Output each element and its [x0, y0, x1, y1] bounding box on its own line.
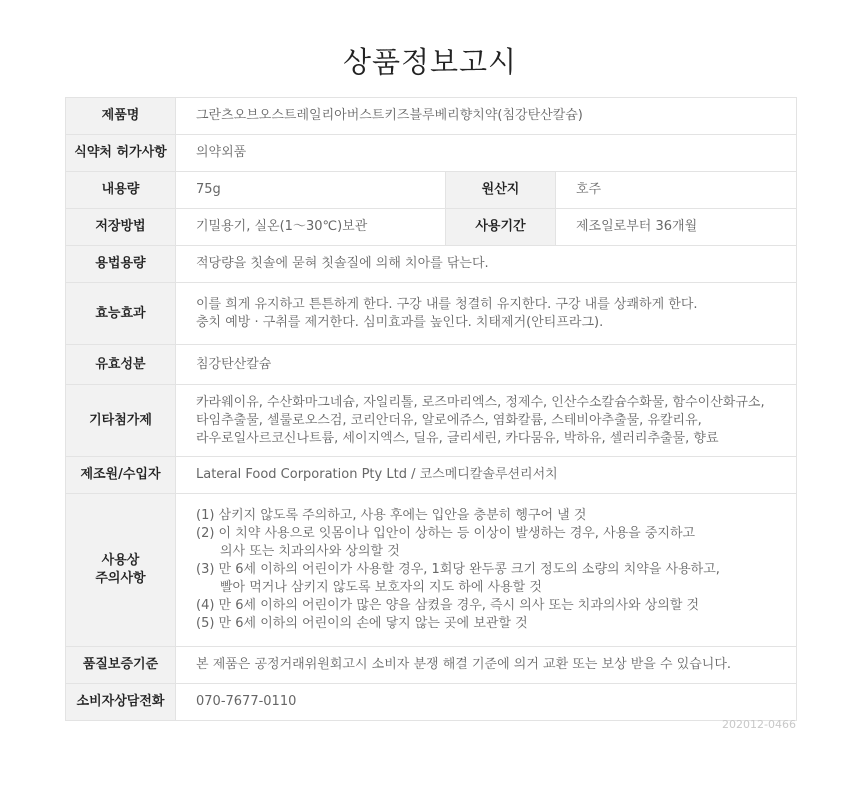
- row-label: 내용량: [66, 172, 176, 209]
- table-row: [66, 209, 797, 246]
- additives-line: 카라웨이유, 수산화마그네슘, 자일리톨, 로즈마리엑스, 정제수, 인산수소칼슘수화물, 함수이산화규소,: [196, 394, 765, 410]
- maker-value: Lateral Food Corporation Pty Ltd / 코스메디칼솔루션리서치: [176, 457, 797, 494]
- table-row: [66, 283, 797, 345]
- caution-line: (2) 이 치약 사용으로 잇몸이나 입안이 상하는 등 이상이 발생하는 경우, 사용을 중지하고: [196, 526, 696, 541]
- product-name-value: 그란츠오브오스트레일리아버스트키즈블루베리향치약(침강탄산칼슘): [176, 98, 797, 135]
- row-label: 품질보증기준: [66, 647, 176, 684]
- table-row: [66, 135, 797, 172]
- table-row: [66, 385, 797, 457]
- row-label: 기타첨가제: [66, 385, 176, 457]
- caution-line: (5) 만 6세 이하의 어린이의 손에 닿지 않는 곳에 보관할 것: [196, 616, 528, 631]
- caution-line: 의사 또는 치과의사와 상의할 것: [220, 544, 400, 559]
- table-row: [66, 647, 797, 684]
- page-title: 상품정보고시: [342, 45, 518, 79]
- additives-line: 타임추출물, 셀룰로오스검, 코리안더유, 알로에쥬스, 염화칼륨, 스테비아추출물, 유칼리유,: [196, 412, 702, 428]
- caution-value: [176, 494, 797, 647]
- table-row: [66, 98, 797, 135]
- efficacy-line: 이를 희게 유지하고 튼튼하게 한다. 구강 내를 청결히 유지한다. 구강 내를 상쾌하게 한다.: [196, 296, 698, 312]
- document-code: 202012-0466: [722, 718, 796, 731]
- row-label: 사용기간: [446, 209, 556, 246]
- row-label: 제품명: [66, 98, 176, 135]
- storage-value: 기밀용기, 실온(1～30℃)보관: [176, 209, 446, 246]
- additives-value: [176, 385, 797, 457]
- caution-line: 빨아 먹거나 삼키지 않도록 보호자의 지도 하에 사용할 것: [220, 580, 542, 595]
- row-label: [66, 494, 176, 647]
- caution-line: (3) 만 6세 이하의 어린이가 사용할 경우, 1회당 완두콩 크기 정도의 소량의 치약을 사용하고,: [196, 562, 720, 577]
- phone-value: 070-7677-0110: [176, 684, 797, 721]
- quality-value: 본 제품은 공정거래위원회고시 소비자 분쟁 해결 기준에 의거 교환 또는 보상 받을 수 있습니다.: [176, 647, 797, 684]
- caution-label-line: 사용상: [101, 553, 140, 568]
- table-row: [66, 345, 797, 385]
- row-label: 효능효과: [66, 283, 176, 345]
- permit-value: 의약외품: [176, 135, 797, 172]
- row-label: 식약처 허가사항: [66, 135, 176, 172]
- table-row: [66, 172, 797, 209]
- caution-line: (1) 삼키지 않도록 주의하고, 사용 후에는 입안을 충분히 헹구어 낼 것: [196, 508, 587, 523]
- row-label: 용법용량: [66, 246, 176, 283]
- caution-label-line: 주의사항: [95, 571, 146, 586]
- table-row: [66, 494, 797, 647]
- usage-value: 적당량을 칫솔에 묻혀 칫솔질에 의해 치아를 닦는다.: [176, 246, 797, 283]
- table-row: [66, 684, 797, 721]
- period-value: 제조일로부터 36개월: [556, 209, 797, 246]
- efficacy-value: [176, 283, 797, 345]
- row-label: 저장방법: [66, 209, 176, 246]
- capacity-value: 75g: [176, 172, 446, 209]
- efficacy-line: 충치 예방 · 구취를 제거한다. 심미효과를 높인다. 치태제거(안티프라그).: [196, 314, 604, 330]
- caution-line: (4) 만 6세 이하의 어린이가 많은 양을 삼켰을 경우, 즉시 의사 또는 치과의사와 상의할 것: [196, 598, 700, 613]
- row-label: 제조원/수입자: [66, 457, 176, 494]
- origin-value: 호주: [556, 172, 797, 209]
- row-label: 소비자상담전화: [66, 684, 176, 721]
- table-row: [66, 246, 797, 283]
- row-label: 원산지: [446, 172, 556, 209]
- additives-line: 라우로일사르코신나트륨, 세이지엑스, 딜유, 글리세린, 카다뭄유, 박하유, 셀러리추출물, 향료: [196, 430, 719, 446]
- table-row: [66, 457, 797, 494]
- row-label: 유효성분: [66, 345, 176, 385]
- product-info-table: [65, 97, 797, 721]
- active-value: 침강탄산칼슘: [176, 345, 797, 385]
